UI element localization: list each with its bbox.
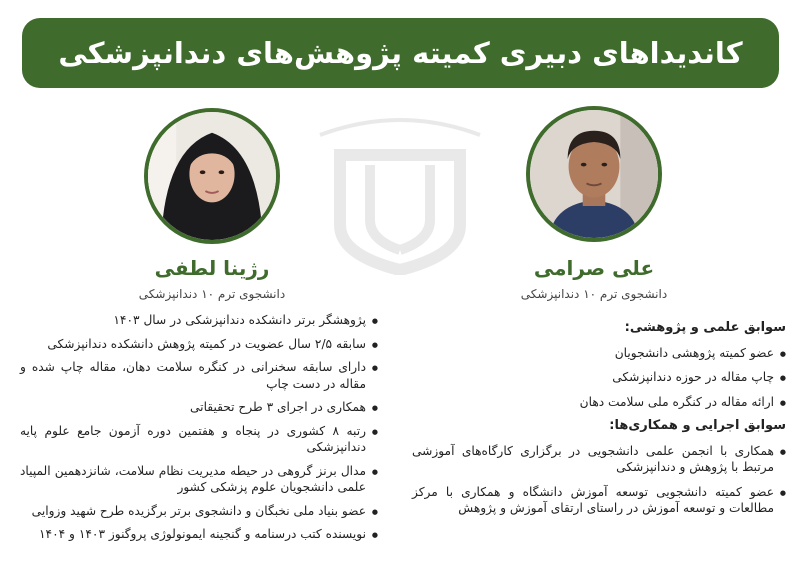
candidate-right-achievements [412,320,786,525]
list-item: ● همکاری در اجرای ۳ طرح تحقیقاتی [20,399,378,416]
section-heading-executive: سوابق اجرایی و همکاری‌ها: [609,418,786,433]
list-item: ● عضو کمیته پژوهشی دانشجویان [412,345,786,362]
section-heading-academic: سوابق علمی و پژوهشی: [624,320,786,335]
list-item: ● عضو بنیاد ملی نخبگان و دانشجوی برتر برگزیده طرح شهید وزوایی [20,503,378,520]
page-title: کاندیداهای دبیری کمیته پژوهش‌های دندانپزشکی [58,36,743,70]
list-item: ● چاپ مقاله در حوزه دندانپزشکی [412,369,786,386]
candidate-subtitle-right: دانشجوی ترم ۱۰ دندانپزشکی [520,287,668,301]
header-banner [22,18,779,88]
candidate-name-left: رژینا لطفی [154,256,270,280]
list-item: ● عضو کمیته دانشجویی توسعه آموزش دانشگاه و همکاری با مرکز مطالعات و توسعه آموزش در راستای ارتقای آموزش و پژوهش [412,484,786,517]
university-emblem-icon [300,105,500,275]
list-item: ● نویسنده کتب درسنامه و گنجینه ایمونولوژی پروگنوز ۱۴۰۳ و ۱۴۰۴ [20,526,378,543]
candidate-photo-male [526,106,662,242]
candidate-photo-female [144,108,280,244]
list-item: ● مدال برنز گروهی در حیطه مدیریت نظام سلامت، شانزدهمین المپیاد علمی دانشجویان علوم پزشکی کشور [20,463,378,496]
candidate-left-achievements [20,312,378,550]
list-item: ● پژوهشگر برتر دانشکده دندانپزشکی در سال ۱۴۰۳ [20,312,378,329]
list-item: ● همکاری با انجمن علمی دانشجویی در برگزاری کارگاه‌های آموزشی مرتبط با پژوهش و دندانپزشکی [412,443,786,476]
list-item: ● سابقه ۲/۵ سال عضویت در کمیته پژوهش دانشکده دندانپزشکی [20,336,378,353]
list-item: ● دارای سابقه سخنرانی در کنگره سلامت دهان، مقاله چاپ شده و مقاله در دست چاپ [20,359,378,392]
list-item: ● رتبه ۸ کشوری در پنجاه و هفتمین دوره آزمون جامع علوم پایه دندانپزشکی [20,423,378,456]
candidate-name-right: علی صرامی [533,256,655,280]
candidate-subtitle-left: دانشجوی ترم ۱۰ دندانپزشکی [138,287,286,301]
list-item: ● ارائه مقاله در کنگره ملی سلامت دهان [412,394,786,411]
